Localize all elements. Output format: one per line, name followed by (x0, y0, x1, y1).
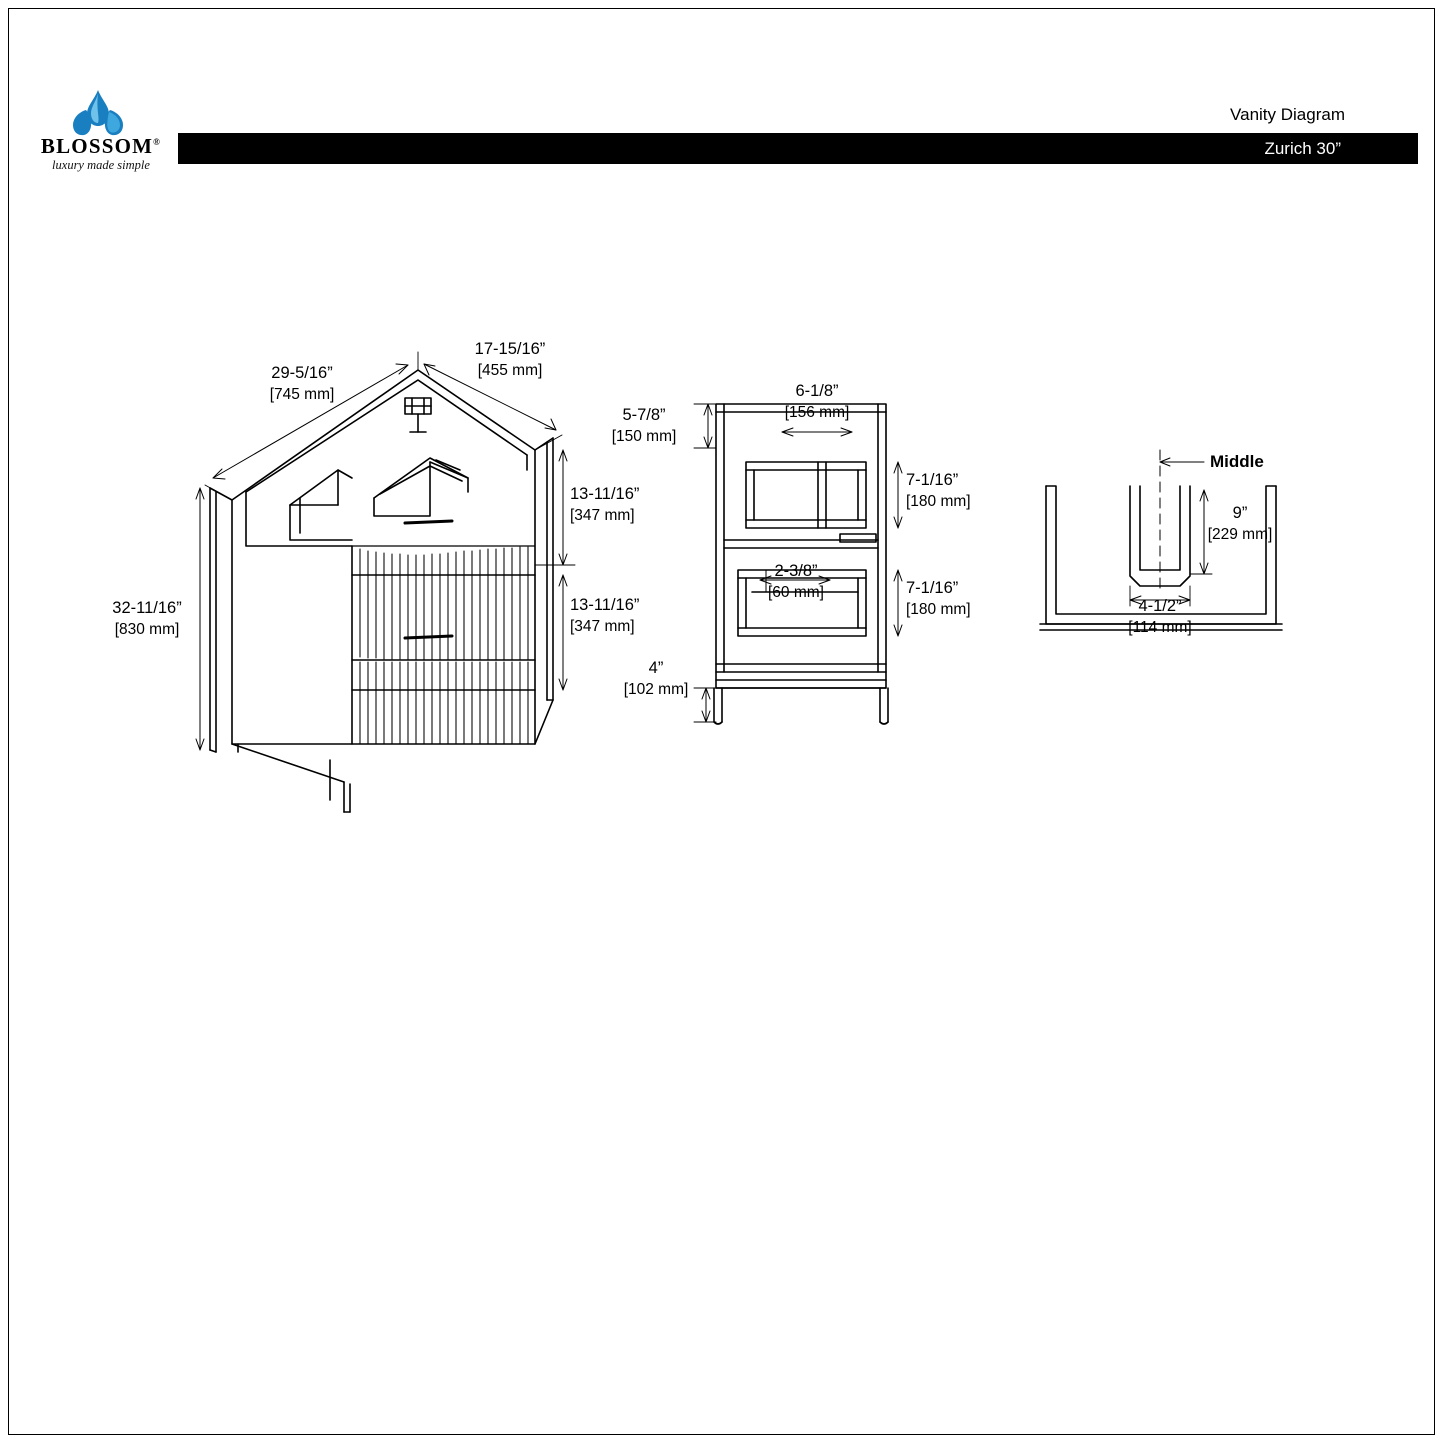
dimension-depth-top (430, 339, 590, 381)
dimension-upper-inner-height-mm: [180 mm] (906, 493, 971, 510)
dimension-lower-inner-width (742, 561, 850, 603)
brand-registered: ® (153, 137, 162, 147)
label-middle: Middle (1210, 452, 1264, 471)
dimension-upper-drawer-height (570, 484, 639, 526)
dimension-upper-drawer-height-mm: [347 mm] (570, 507, 635, 524)
dimension-lower-inner-height-inches: 7-1/16” (906, 579, 959, 597)
dimension-lower-drawer-height (570, 595, 639, 637)
dimension-overall-height-mm: [830 mm] (114, 621, 180, 638)
dimension-upper-inner-width-inches: 6-1/8” (795, 382, 839, 400)
dimension-cutout-width-inches: 4-1/2” (1138, 597, 1182, 615)
dimension-upper-inner-height (906, 470, 971, 512)
dimension-leg-height (608, 658, 704, 700)
dimension-lower-inner-height (906, 578, 971, 620)
dimension-depth-top-inches: 17-15/16” (474, 340, 546, 358)
dimension-lower-drawer-height-mm: [347 mm] (570, 618, 635, 635)
dimension-leg-height-mm: [102 mm] (623, 681, 689, 698)
dimension-upper-inner-height-inches: 7-1/16” (906, 471, 959, 489)
dimension-leg-height-inches: 4” (648, 659, 664, 677)
dimension-top-section-mm: [150 mm] (611, 428, 677, 445)
dimension-cutout-depth-inches: 9” (1232, 504, 1248, 522)
page-title: Vanity Diagram (1230, 105, 1345, 124)
dimension-upper-inner-width (762, 381, 872, 423)
model-title: Zurich 30” (1264, 139, 1341, 158)
dimension-upper-inner-width-mm: [156 mm] (784, 404, 850, 421)
dimension-cutout-depth-mm: [229 mm] (1207, 526, 1273, 543)
dimension-depth-top-mm: [455 mm] (477, 362, 543, 379)
dimension-lower-inner-width-mm: [60 mm] (768, 584, 824, 601)
dimension-cutout-width-mm: [114 mm] (1128, 619, 1192, 636)
dimension-lower-inner-width-inches: 2-3/8” (774, 562, 818, 580)
dimension-lower-drawer-height-inches: 13-11/16” (570, 596, 640, 614)
dimension-overall-height (92, 598, 202, 640)
dimension-width-top-inches: 29-5/16” (271, 364, 333, 382)
dimension-width-top-mm: [745 mm] (269, 386, 335, 403)
brand-tagline: luxury made simple (52, 158, 150, 172)
dimension-cutout-depth (1192, 503, 1288, 545)
dimension-top-section (596, 405, 692, 447)
dimension-top-section-inches: 5-7/8” (622, 406, 666, 424)
dimension-overall-height-inches: 32-11/16” (112, 599, 182, 617)
dimension-upper-drawer-height-inches: 13-11/16” (570, 485, 640, 503)
dimension-lower-inner-height-mm: [180 mm] (906, 601, 971, 618)
dimension-cutout-width (1105, 596, 1215, 638)
brand-name: BLOSSOM (40, 134, 154, 158)
dimension-width-top (222, 363, 382, 405)
